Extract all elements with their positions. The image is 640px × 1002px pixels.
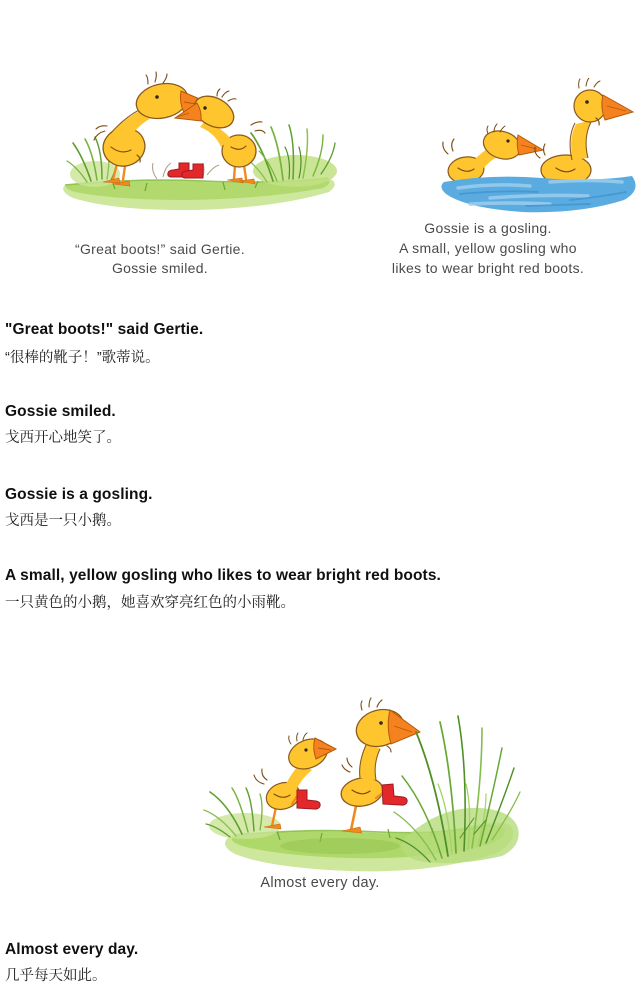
sentence-chinese: 几乎每天如此。 — [5, 968, 107, 984]
water — [441, 176, 635, 212]
caption-line: Gossie smiled. — [111, 260, 208, 276]
sentence-chinese: 戈西开心地笑了。 — [5, 430, 121, 446]
caption-line: Gossie is a gosling. — [424, 220, 552, 236]
sentence-chinese: 戈西是一只小鹅。 — [5, 513, 121, 529]
gosling-small-swimming — [443, 124, 543, 185]
sentence-english: A small, yellow gosling who likes to wear bright red boots. — [5, 567, 441, 584]
caption-line: Almost every day. — [260, 875, 380, 891]
gosling-large-swimming — [535, 78, 633, 185]
illustration-gossie-swimming — [430, 78, 640, 223]
illustration-gertie-and-gossie — [45, 71, 345, 221]
sentence-english: Gossie smiled. — [5, 403, 116, 420]
red-boot — [297, 790, 320, 809]
gosling-small-walking — [254, 733, 336, 829]
red-boots — [168, 163, 203, 178]
caption-line: likes to wear bright red boots. — [391, 260, 585, 276]
gosling-large-walking — [339, 698, 420, 833]
caption-line: A small, yellow gosling who — [399, 240, 577, 256]
sentence-chinese: 一只黄色的小鹅，她喜欢穿亮红色的小雨靴。 — [5, 595, 295, 611]
illustration-goslings-walking — [190, 688, 525, 878]
sentence-english: Almost every day. — [5, 941, 139, 958]
caption-right-panel — [372, 218, 604, 278]
sentence-english: Gossie is a gosling. — [5, 486, 153, 503]
sentence-chinese: “很棒的靴子！”歌蒂说。 — [5, 350, 160, 366]
sentence-english: "Great boots!" said Gertie. — [5, 321, 204, 338]
red-boot — [382, 784, 407, 805]
caption-middle-panel — [0, 874, 640, 893]
grass-tuft-tall-right — [394, 716, 520, 863]
caption-left-panel — [10, 240, 310, 278]
caption-line: “Great boots!” said Gertie. — [75, 241, 245, 257]
